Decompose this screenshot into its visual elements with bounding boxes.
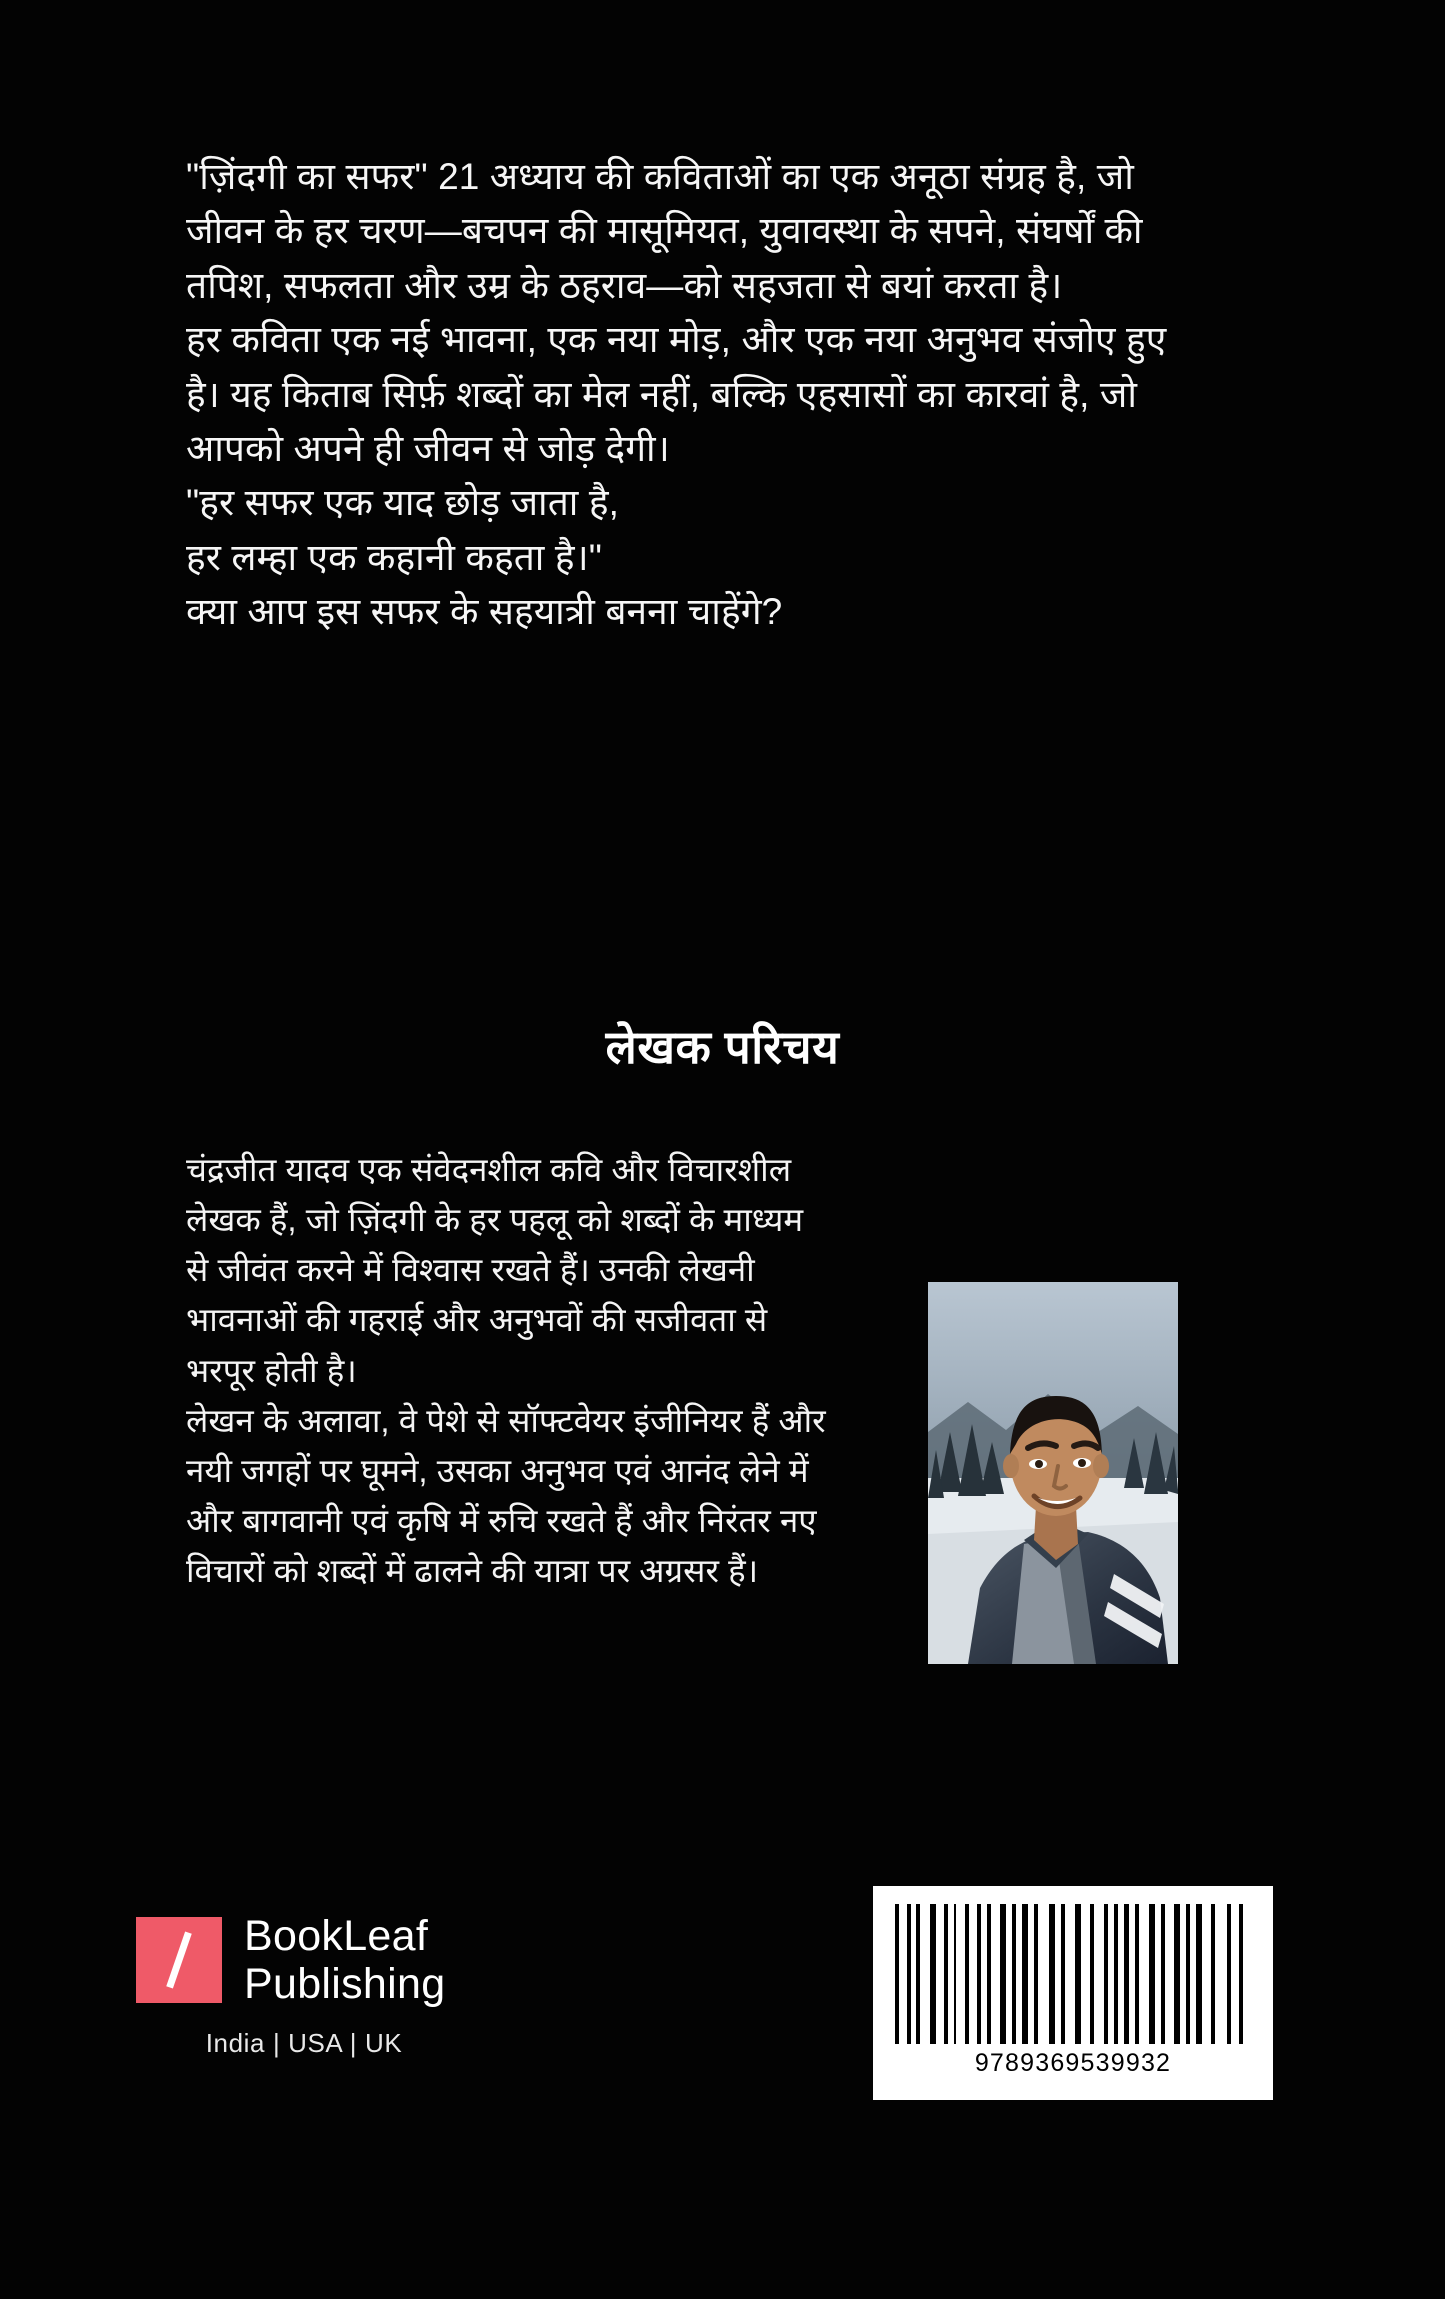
- publisher-name: [244, 1912, 445, 2008]
- author-section-heading: लेखक परिचय: [605, 1021, 840, 1073]
- author-photo: [928, 1282, 1178, 1664]
- author-bio-paragraph-2: लेखन के अलावा, वे पेशे से सॉफ्टवेयर इंजीनियर हैं और नयी जगहों पर घूमने, उसका अनुभव एवं आनंद लेने में और बागवानी एवं कृषि में रुचि रखते हैं और निरंतर नए विचारों को शब्दों में ढालने की यात्रा पर अग्रसर हैं।: [186, 1401, 826, 1590]
- blurb-paragraph-1: "ज़िंदगी का सफर" 21 अध्याय की कविताओं का एक अनूठा संग्रह है, जो जीवन के हर चरण—बचपन की मासूमियत, युवावस्था के सपने, संघर्षों की तपिश, सफलता और उम्र के ठहराव—को सहजता से बयां करता है।: [186, 156, 1143, 306]
- barcode-isbn-number: 9789369539932: [974, 2049, 1172, 2077]
- blurb-quote-line-1: "हर सफर एक याद छोड़ जाता है,: [186, 482, 619, 524]
- author-bio-block: [186, 1145, 826, 1596]
- barcode-bars: [895, 1904, 1251, 2044]
- blurb-block: [186, 150, 1196, 639]
- publisher-logo-row: [136, 1912, 556, 2008]
- author-bio-paragraph-1: चंद्रजीत यादव एक संवेदनशील कवि और विचारशील लेखक हैं, जो ज़िंदगी के हर पहलू को शब्दों के माध्यम से जीवंत करने में विश्वास रखते हैं। उनकी लेखनी भावनाओं की गहराई और अनुभवों की सजीवता से भरपूर होती है।: [186, 1151, 804, 1389]
- barcode: [873, 1886, 1273, 2100]
- publisher-name-line1: BookLeaf: [244, 1912, 429, 1960]
- blurb-closing-question: क्या आप इस सफर के सहयात्री बनना चाहेंगे?: [186, 591, 783, 632]
- publisher-logo: [136, 1912, 556, 2059]
- publisher-name-line2: Publishing: [244, 1960, 446, 2009]
- publisher-regions: India | USA | UK: [205, 2028, 403, 2059]
- blurb-paragraph-2: हर कविता एक नई भावना, एक नया मोड़, और एक नया अनुभव संजोए हुए है। यह किताब सिर्फ़ शब्दों का मेल नहीं, बल्कि एहसासों का कारवां है, जो आपको अपने ही जीवन से जोड़ देगी।: [186, 319, 1167, 469]
- bookleaf-mark-icon: [136, 1917, 222, 2003]
- blurb-quote-line-2: हर लम्हा एक कहानी कहता है।": [186, 536, 602, 578]
